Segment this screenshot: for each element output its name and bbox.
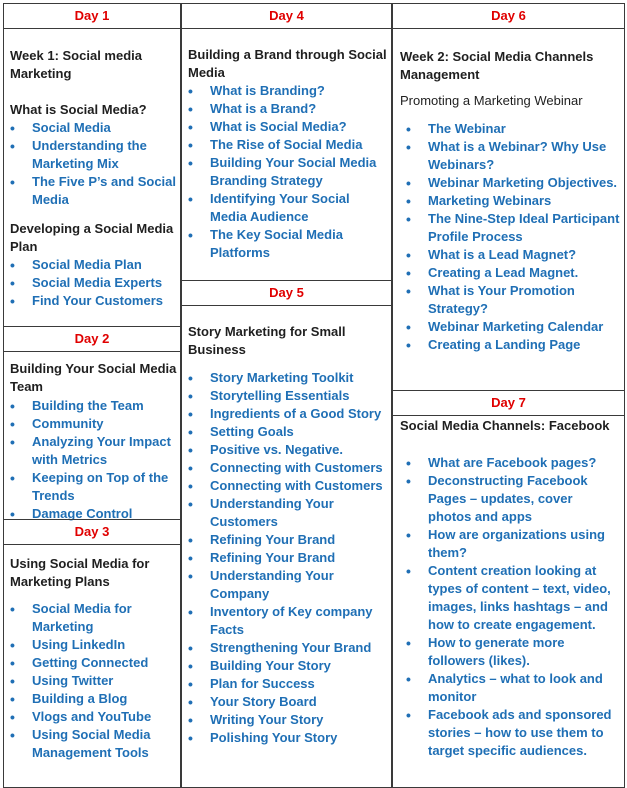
- day1-section2-list: [10, 256, 178, 310]
- day5-topic-item: • Understanding Your Customers: [188, 495, 388, 531]
- day6-topic-item: • Creating a Landing Page: [406, 336, 622, 354]
- day2-topic-item: • Damage Control: [10, 505, 178, 523]
- day6-list: [406, 120, 622, 354]
- day6-topic-item: • What is a Webinar? Why Use Webinars?: [406, 138, 622, 174]
- day3-topic-item: • Getting Connected: [10, 654, 178, 672]
- day6-topic-item: • Creating a Lead Magnet.: [406, 264, 622, 282]
- day3-topic-item: • Using Social Media Management Tools: [10, 726, 178, 762]
- day5-topic-item: • Refining Your Brand: [188, 549, 388, 567]
- day6-subtitle: Promoting a Marketing Webinar: [400, 93, 583, 108]
- day6-topic-item: • Webinar Marketing Calendar: [406, 318, 622, 336]
- day1-week-title: Week 1: Social media Marketing: [10, 48, 142, 81]
- day4-header: Day 4: [182, 4, 391, 29]
- day1-topic-item: • Social Media Experts: [10, 274, 178, 292]
- day6-topic-item: • The Webinar: [406, 120, 622, 138]
- day6-topic-item: • Webinar Marketing Objectives.: [406, 174, 622, 192]
- day7-cell: [392, 390, 625, 788]
- day5-topic-item: • Connecting with Customers: [188, 459, 388, 477]
- day5-topic-item: • Building Your Story: [188, 657, 388, 675]
- day7-title: Social Media Channels: Facebook: [400, 418, 610, 433]
- day4-topic-item: • The Key Social Media Platforms: [188, 226, 388, 262]
- day6-cell: [392, 3, 625, 391]
- day4-topic-item: • What is a Brand?: [188, 100, 388, 118]
- day4-topic-item: • The Rise of Social Media: [188, 136, 388, 154]
- day7-list: [406, 454, 616, 760]
- day5-topic-item: • Setting Goals: [188, 423, 388, 441]
- day7-header: Day 7: [393, 391, 624, 416]
- day5-topic-item: • Positive vs. Negative.: [188, 441, 388, 459]
- day6-topic-item: • Marketing Webinars: [406, 192, 622, 210]
- day2-header: Day 2: [4, 327, 180, 352]
- day2-cell: [3, 326, 181, 520]
- day5-topic-item: • Story Marketing Toolkit: [188, 369, 388, 387]
- day5-topic-item: • Refining Your Brand: [188, 531, 388, 549]
- day1-header: Day 1: [4, 4, 180, 29]
- day3-title: Using Social Media for Marketing Plans: [10, 556, 150, 589]
- day5-topic-item: • Connecting with Customers: [188, 477, 388, 495]
- day7-topic-item: • How are organizations using them?: [406, 526, 616, 562]
- day7-topic-item: • How to generate more followers (likes).: [406, 634, 616, 670]
- day5-list: [188, 369, 388, 747]
- day2-title: Building Your Social Media Team: [10, 361, 177, 394]
- day3-cell: [3, 519, 181, 788]
- day5-topic-item: • Inventory of Key company Facts: [188, 603, 388, 639]
- day4-list: [188, 82, 388, 262]
- day4-topic-item: • Building Your Social Media Branding Strategy: [188, 154, 388, 190]
- day2-topic-item: • Community: [10, 415, 178, 433]
- day7-topic-item: • Content creation looking at types of content – text, video, images, links hashtags – and how to create engagement.: [406, 562, 616, 634]
- day3-topic-item: • Using LinkedIn: [10, 636, 178, 654]
- day5-topic-item: • Writing Your Story: [188, 711, 388, 729]
- day5-cell: [181, 280, 392, 788]
- day7-topic-item: • Deconstructing Facebook Pages – updates, cover photos and apps: [406, 472, 616, 526]
- day4-topic-item: • What is Branding?: [188, 82, 388, 100]
- day4-cell: [181, 3, 392, 281]
- day6-topic-item: • The Nine-Step Ideal Participant Profile Process: [406, 210, 622, 246]
- day3-topic-item: • Social Media for Marketing: [10, 600, 178, 636]
- day5-topic-item: • Your Story Board: [188, 693, 388, 711]
- day2-topic-item: • Keeping on Top of the Trends: [10, 469, 178, 505]
- day1-section2-title: Developing a Social Media Plan: [10, 221, 174, 254]
- day3-topic-item: • Vlogs and YouTube: [10, 708, 178, 726]
- day6-header: Day 6: [393, 4, 624, 29]
- day2-topic-item: • Analyzing Your Impact with Metrics: [10, 433, 178, 469]
- day1-topic-item: • Understanding the Marketing Mix: [10, 137, 178, 173]
- day4-title: Building a Brand through Social Media: [188, 47, 387, 80]
- day5-topic-item: • Storytelling Essentials: [188, 387, 388, 405]
- day1-topic-item: • Find Your Customers: [10, 292, 178, 310]
- day4-topic-item: • What is Social Media?: [188, 118, 388, 136]
- day3-topic-item: • Using Twitter: [10, 672, 178, 690]
- day5-topic-item: • Plan for Success: [188, 675, 388, 693]
- day5-topic-item: • Ingredients of a Good Story: [188, 405, 388, 423]
- day5-topic-item: • Polishing Your Story: [188, 729, 388, 747]
- day7-topic-item: • What are Facebook pages?: [406, 454, 616, 472]
- day5-topic-item: • Understanding Your Company: [188, 567, 388, 603]
- day4-topic-item: • Identifying Your Social Media Audience: [188, 190, 388, 226]
- day1-section1-title: What is Social Media?: [10, 102, 147, 117]
- day1-topic-item: • Social Media: [10, 119, 178, 137]
- day5-header: Day 5: [182, 281, 391, 306]
- day2-topic-item: • Building the Team: [10, 397, 178, 415]
- day1-section1-list: [10, 119, 178, 209]
- day7-topic-item: • Analytics – what to look and monitor: [406, 670, 616, 706]
- day5-title: Story Marketing for Small Business: [188, 324, 346, 357]
- day3-list: [10, 600, 178, 762]
- day7-topic-item: • Facebook ads and sponsored stories – how to use them to target specific audiences.: [406, 706, 616, 760]
- day2-list: [10, 397, 178, 523]
- day6-week-title: Week 2: Social Media Channels Management: [400, 49, 594, 82]
- day1-topic-item: • The Five P’s and Social Media: [10, 173, 178, 209]
- day3-header: Day 3: [4, 520, 180, 545]
- day6-topic-item: • What is a Lead Magnet?: [406, 246, 622, 264]
- day1-topic-item: • Social Media Plan: [10, 256, 178, 274]
- day1-cell: [3, 3, 181, 327]
- day6-topic-item: • What is Your Promotion Strategy?: [406, 282, 622, 318]
- day3-topic-item: • Building a Blog: [10, 690, 178, 708]
- day5-topic-item: • Strengthening Your Brand: [188, 639, 388, 657]
